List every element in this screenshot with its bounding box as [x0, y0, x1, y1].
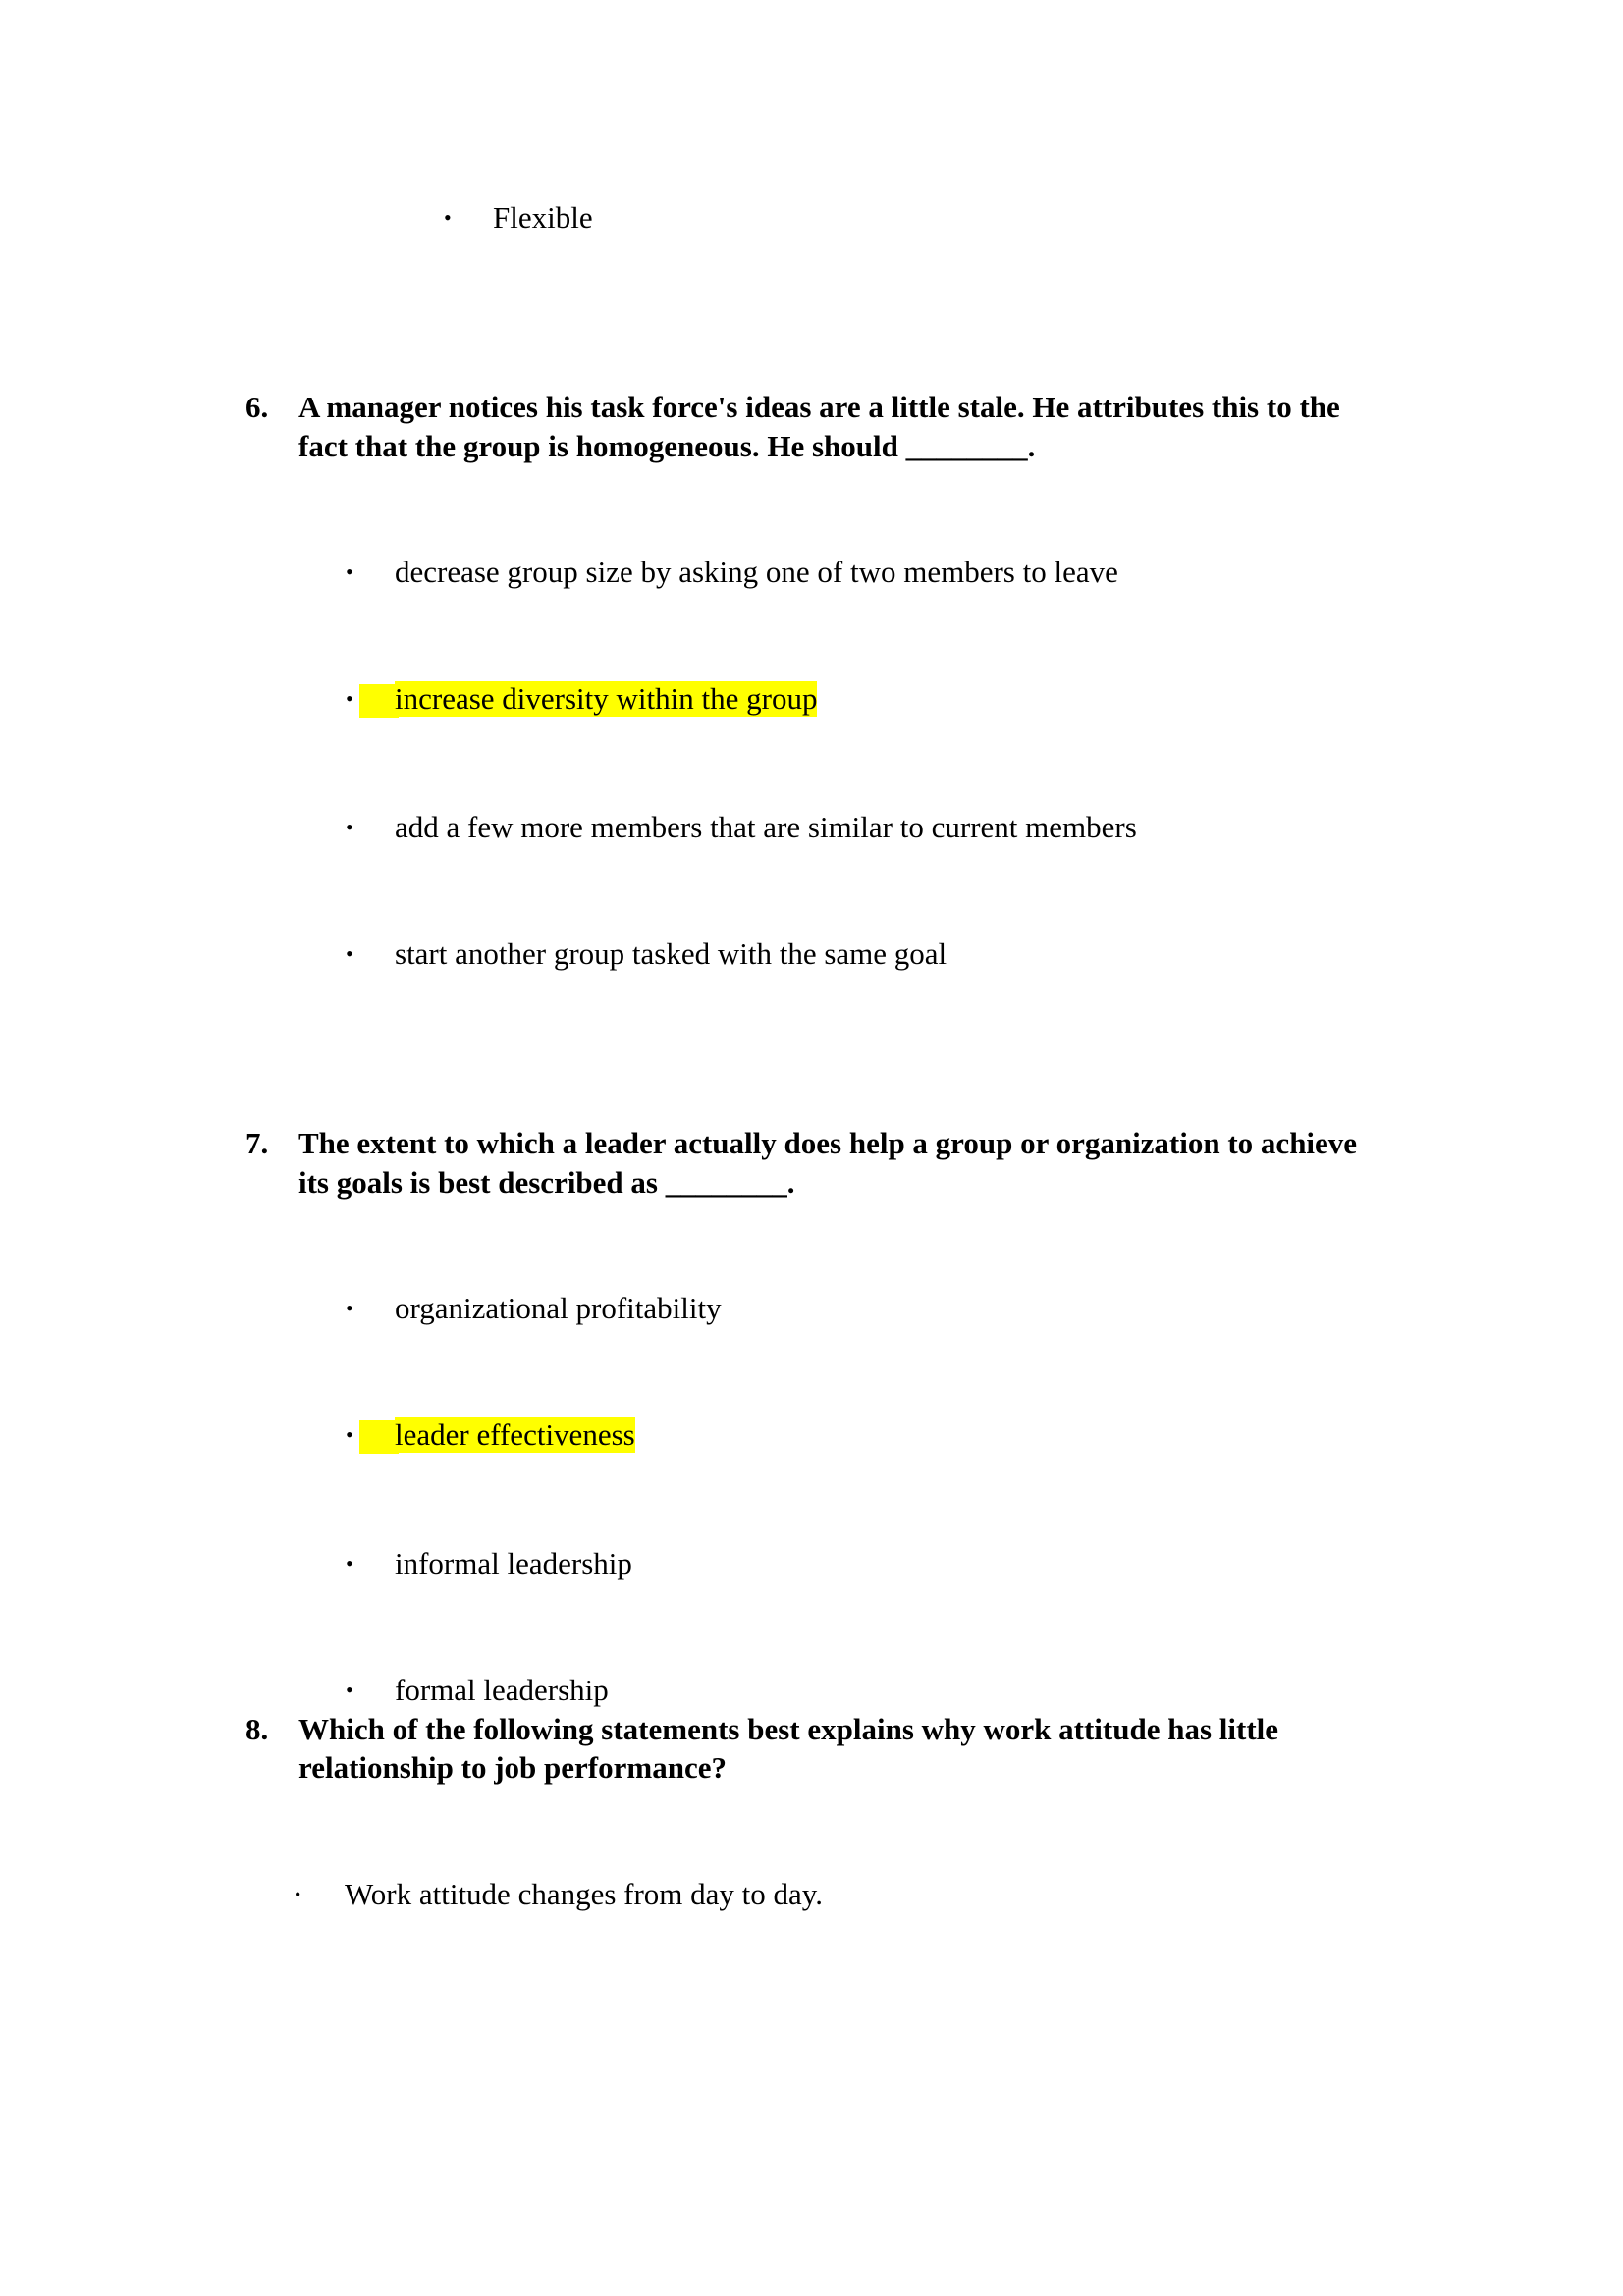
question-8-line-1: Which of the following statements best explains why work attitude has little — [298, 1712, 1279, 1746]
question-6-number: 6. — [245, 390, 269, 424]
question-7-option-2-highlighted: leader effectiveness — [395, 1417, 635, 1452]
question-7-option-4: formal leadership — [395, 1673, 609, 1707]
bullet-icon: • — [346, 1296, 353, 1320]
question-7-line-1: The extent to which a leader actually does help a group or organization to achieve — [298, 1126, 1358, 1160]
bullet-icon: • — [444, 205, 452, 230]
question-6-option-1: decrease group size by asking one of two members to leave — [395, 555, 1118, 589]
question-8-option-1: Work attitude changes from day to day. — [345, 1877, 824, 1911]
bullet-icon: • — [346, 1551, 353, 1575]
bullet-icon: • — [346, 1422, 353, 1447]
bullet-icon: • — [346, 686, 353, 711]
question-6-option-4: start another group tasked with the same goal — [395, 936, 947, 971]
bullet-icon: • — [346, 560, 353, 584]
question-7-option-3: informal leadership — [395, 1546, 632, 1580]
question-8-number: 8. — [245, 1712, 269, 1746]
bullet-icon: • — [346, 941, 353, 966]
question-6-option-2-highlighted: increase diversity within the group — [395, 681, 818, 716]
question-6-line-1: A manager notices his task force's ideas are a little stale. He attributes this to the — [298, 390, 1340, 424]
bullet-icon: • — [346, 815, 353, 839]
highlight — [359, 1420, 399, 1454]
question-6-line-2: fact that the group is homogeneous. He should ________. — [298, 429, 1036, 463]
question-7-option-1: organizational profitability — [395, 1291, 722, 1325]
question-7-line-2: its goals is best described as ________. — [298, 1165, 795, 1200]
option-flexible: Flexible — [493, 200, 593, 235]
question-6-option-3: add a few more members that are similar to current members — [395, 810, 1137, 844]
question-7-number: 7. — [245, 1126, 269, 1160]
bullet-icon: • — [295, 1885, 301, 1904]
question-8-line-2: relationship to job performance? — [298, 1750, 727, 1785]
bullet-icon: • — [346, 1678, 353, 1702]
highlight — [359, 684, 399, 718]
